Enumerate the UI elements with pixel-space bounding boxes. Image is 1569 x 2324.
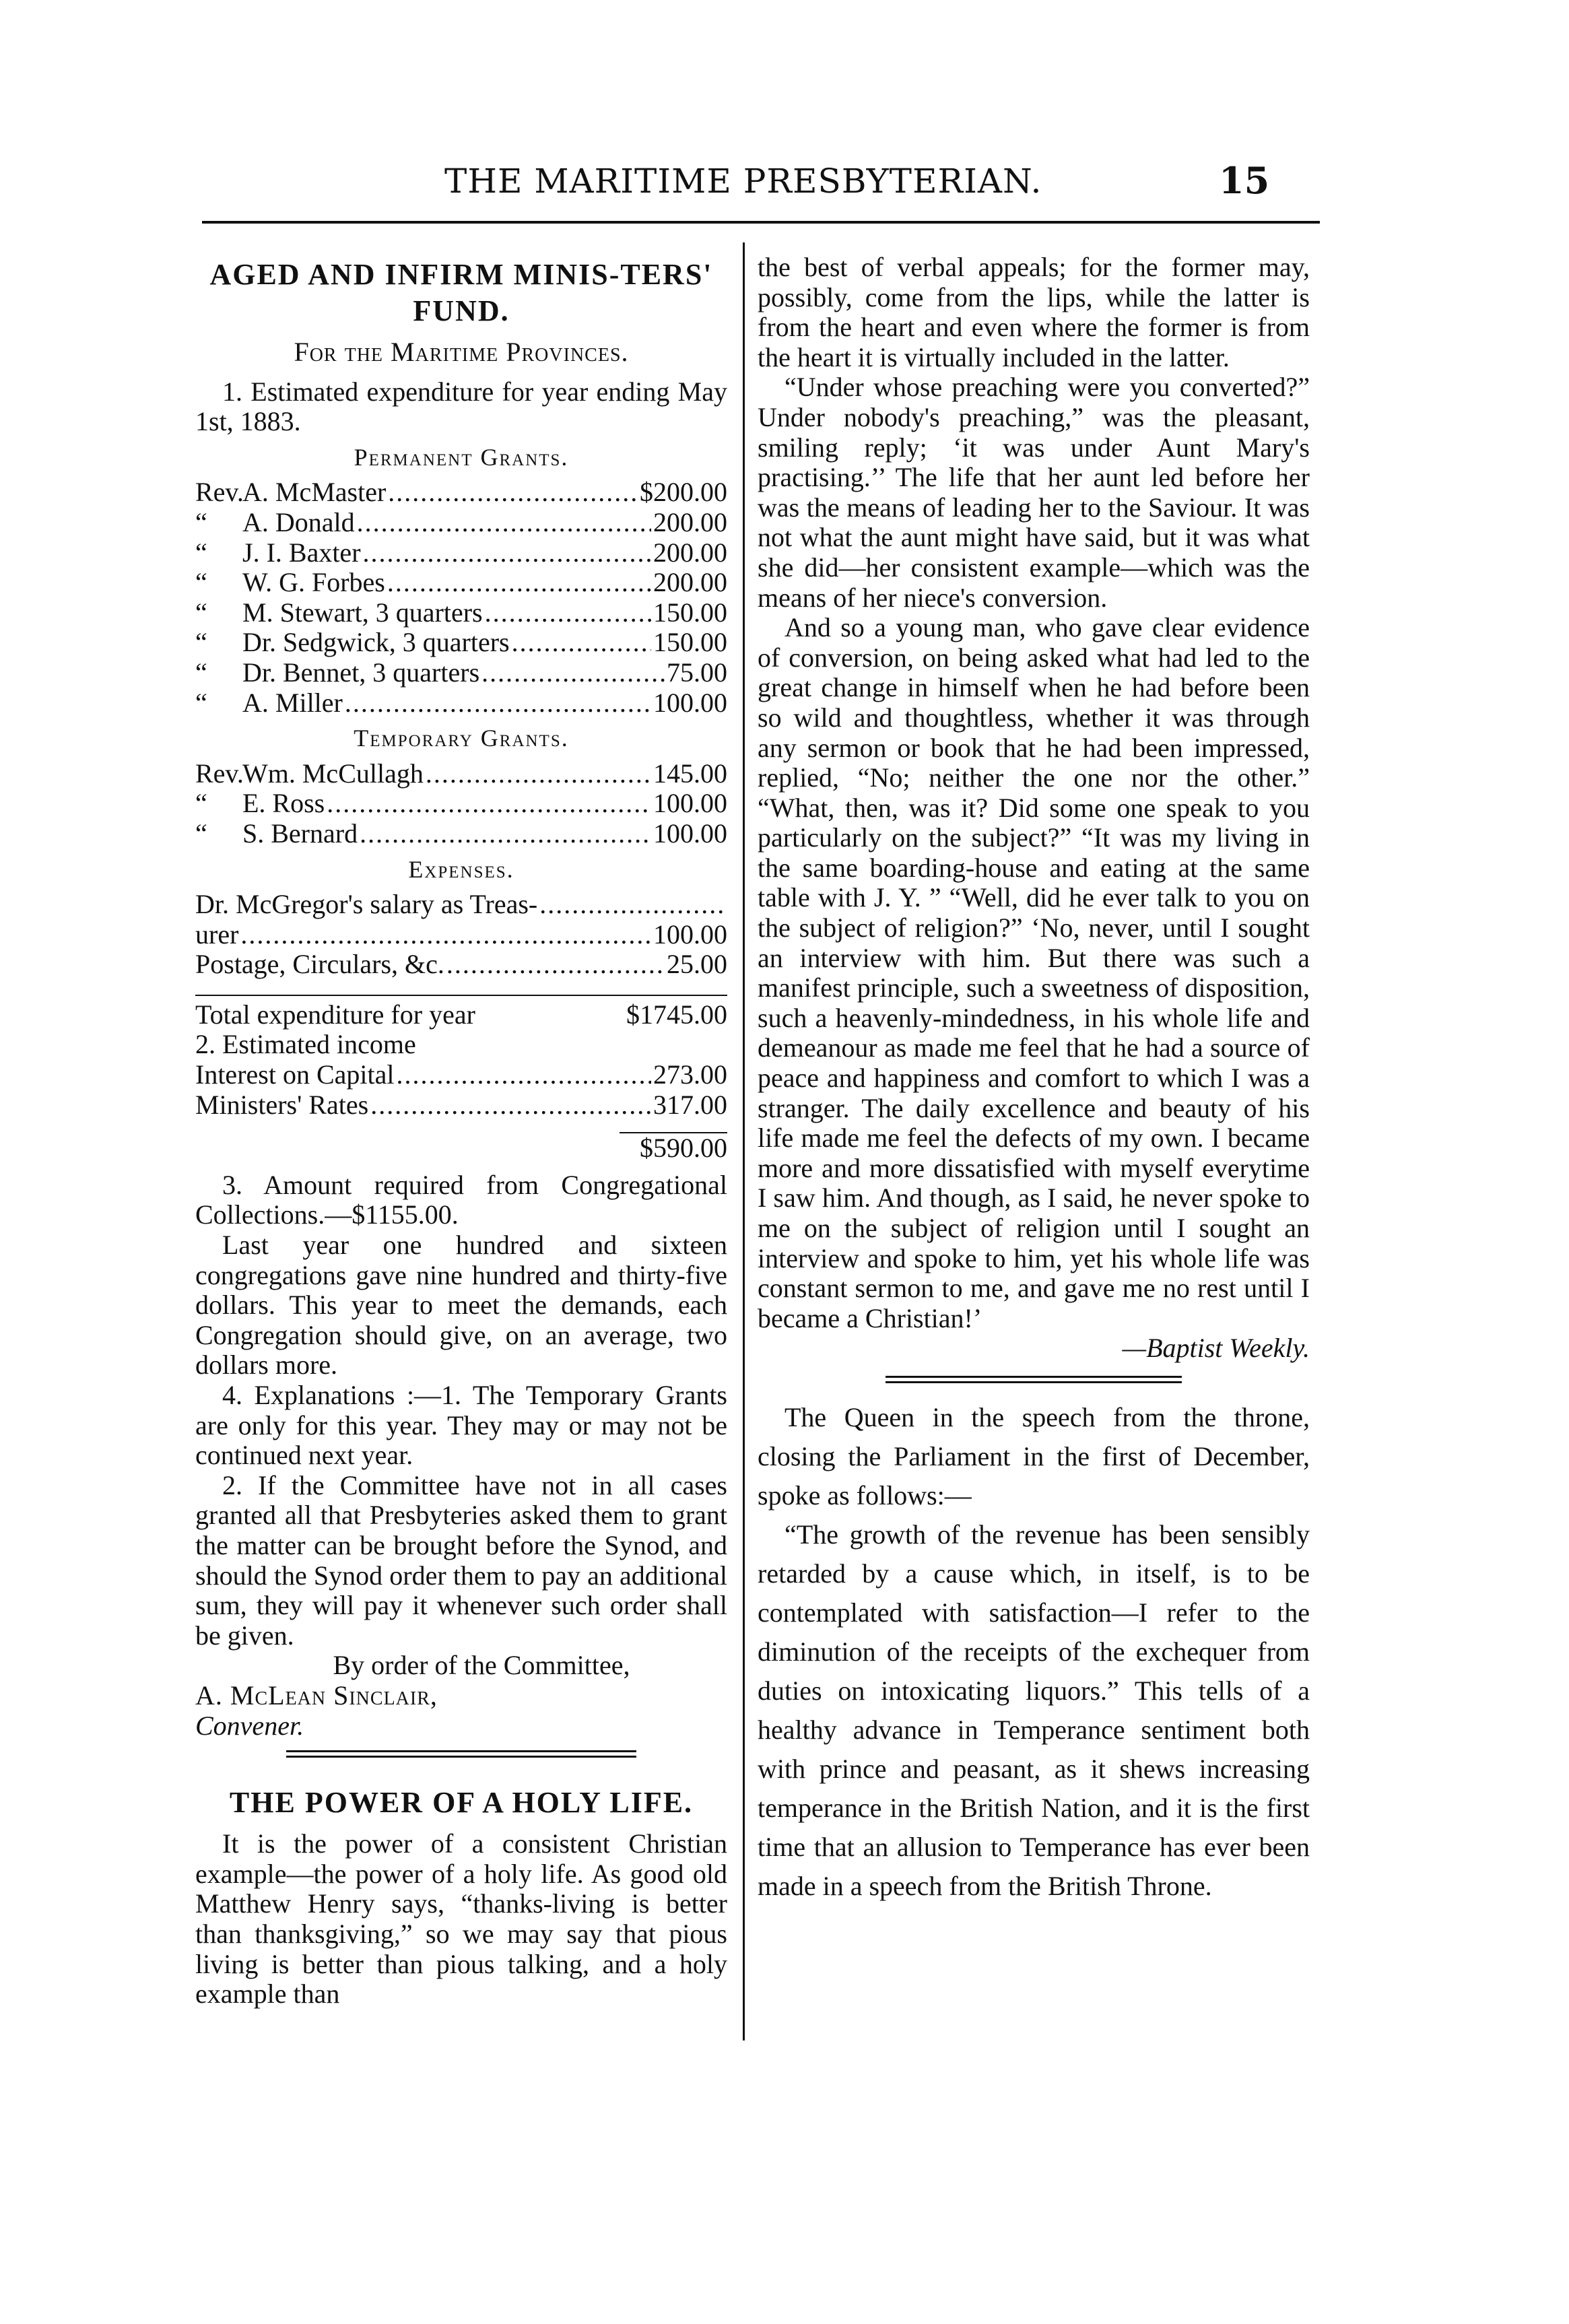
item-1: 1. Estimated expenditure for year ending May 1st, 1883.: [195, 376, 727, 437]
grant-row: Rev.Wm. McCullagh ..... 145.00: [195, 759, 727, 789]
grant-row: “ A. Miller ..... 100.00: [195, 688, 727, 719]
signatory-role: Convener.: [195, 1710, 304, 1741]
grant-row: “ W. G. Forbes ..... 200.00: [195, 568, 727, 598]
expenses-list: [195, 890, 727, 980]
item-3: 3. Amount required from Congregational Collections.—$1155.00.: [195, 1169, 727, 1230]
permanent-grants-list: [195, 477, 727, 718]
left-column: [195, 253, 727, 2010]
grant-row: “ J. I. Baxter ..... 200.00: [195, 538, 727, 568]
right-paragraph-2: “Under whose preaching were you converted?” Under nobody's preaching,” was the pleasant, smiling reply; ‘it was under Aunt Mary's practising.’’ The life that her aunt led before her was the means of leading her to the Saviour. It was not what the aunt might have said, but it was what she did—her consistent example—which was the means of her niece's conversion.: [758, 372, 1310, 613]
grant-row: “ E. Ross ..... 100.00: [195, 789, 727, 819]
queen-speech-intro: The Queen in the speech from the throne, closing the Parliament in the first of December, spoke as follows:—: [758, 1401, 1310, 1510]
expense-row: Dr. McGregor's salary as Treas- .....: [195, 890, 727, 920]
right-paragraph-1: the best of verbal appeals; for the former may, possibly, come from the lips, while the latter is from the heart and even where the former is from the heart it is virtually included in the latter.: [758, 252, 1310, 372]
running-head-title: THE MARITIME PRESBYTERIAN.: [444, 162, 1042, 201]
power-paragraph: It is the power of a consistent Christian example—the power of a holy life. As good old Matthew Henry says, “thanks-living is better than thanksgiving,” so we may say that pious living is better than pious talking, and a holy example than: [195, 1828, 727, 2010]
queen-speech-quote: “The growth of the revenue has been sensibly retarded by a cause which, in itself, is to be contemplated with satisfaction—I refer to the diminution of the receipts of the exchequer from duties on intoxicating liquors.” This tells of a healthy advance in Temperance sentiment both with prince and peasant, as it shews increasing temperance in the British Nation, and it is the first time that an allusion to Temperance has ever been made in a speech from the British Throne.: [758, 1519, 1310, 1901]
by-order: By order of the Committee,: [333, 1650, 630, 1681]
grant-row: “ M. Stewart, 3 quarters ..... 150.00: [195, 598, 727, 628]
grant-row: Rev.A. McMaster ..... $200.00: [195, 477, 727, 508]
column-divider: [743, 242, 745, 2040]
grant-row: “ S. Bernard ..... 100.00: [195, 819, 727, 849]
expense-row: urer ..... 100.00: [195, 920, 727, 950]
income-row: Ministers' Rates ..... 317.00: [195, 1090, 727, 1121]
article-heading-holy-life: THE POWER OF A HOLY LIFE.: [229, 1786, 694, 1820]
income-list: [195, 1060, 727, 1120]
article-heading-fund: AGED AND INFIRM MINIS-TERS' FUND.: [209, 258, 713, 327]
income-row: Interest on Capital ..... 273.00: [195, 1060, 727, 1090]
income-total: $590.00: [195, 1132, 727, 1164]
right-paragraph-3: And so a young man, who gave clear evidence of conversion, on being asked what had led to the great change in himself when he had before been so wild and thoughtless, whether it was through any sermon or book that he had been impressed, replied, “No; neither the one nor the other.” “What, then, was it? Did some one speak to you particularly on the subject?” “It was my living in the same boarding-house and eating at the same table with J. Y. ” “Well, did he ever talk to you on the subject of religion?” ‘No, never, until I sought an interview with him. But there was such a manifest principle, such a sweetness of disposition, such a heavenly-mindedness, in his whole life and demeanour as made me feel that he had a source of peace and happiness and comfort to which I was a stranger. The daily excellence and beauty of his life made me feel the defects of my own. I became more and more dissatisfied with myself everytime I saw him. And though, as I said, he never spoke to me on the subject of religion until I sought an interview and spoke to him, yet his whole life was constant sermon to me, and gave me no rest until I became a Christian!’: [758, 612, 1310, 1333]
section-divider: [286, 1750, 636, 1758]
header-rule: [202, 221, 1320, 224]
permanent-grants-title: Permanent Grants.: [354, 443, 569, 471]
item-4-2: 2. If the Committee have not in all cases granted all that Presbyteries asked them to grant the matter can be brought before the Synod, and should the Synod order them to pay an additional sum, they will pay it whenever such order shall be given.: [195, 1469, 727, 1651]
section-divider: [886, 1376, 1182, 1383]
signatory-name: A. McLean Sinclair,: [195, 1680, 438, 1711]
temporary-grants-list: [195, 759, 727, 849]
right-column: [758, 253, 1310, 1906]
grant-row: “ Dr. Bennet, 3 quarters ..... 75.00: [195, 658, 727, 688]
expenses-title: Expenses.: [408, 855, 514, 883]
page-number: 15: [1219, 159, 1270, 202]
grant-row: “ A. Donald ..... 200.00: [195, 508, 727, 538]
item-4: 4. Explanations :—1. The Temporary Grants are only for this year. They may or may not be continued next year.: [195, 1380, 727, 1471]
last-year-paragraph: Last year one hundred and sixteen congregations gave nine hundred and thirty-five dollars. This year to meet the demands, each Congregation should give, on an average, two dollars more.: [195, 1230, 727, 1381]
item-2: 2. Estimated income: [195, 1029, 416, 1060]
expense-row: Postage, Circulars, &c. ..... 25.00: [195, 950, 727, 980]
fund-subtitle: For the Maritime Provinces.: [294, 337, 629, 367]
grant-row: “ Dr. Sedgwick, 3 quarters ..... 150.00: [195, 628, 727, 658]
source-attribution: —Baptist Weekly.: [1122, 1333, 1310, 1364]
total-expenditure-row: Total expenditure for year $1745.00: [195, 995, 727, 1030]
temporary-grants-title: Temporary Grants.: [354, 725, 569, 752]
